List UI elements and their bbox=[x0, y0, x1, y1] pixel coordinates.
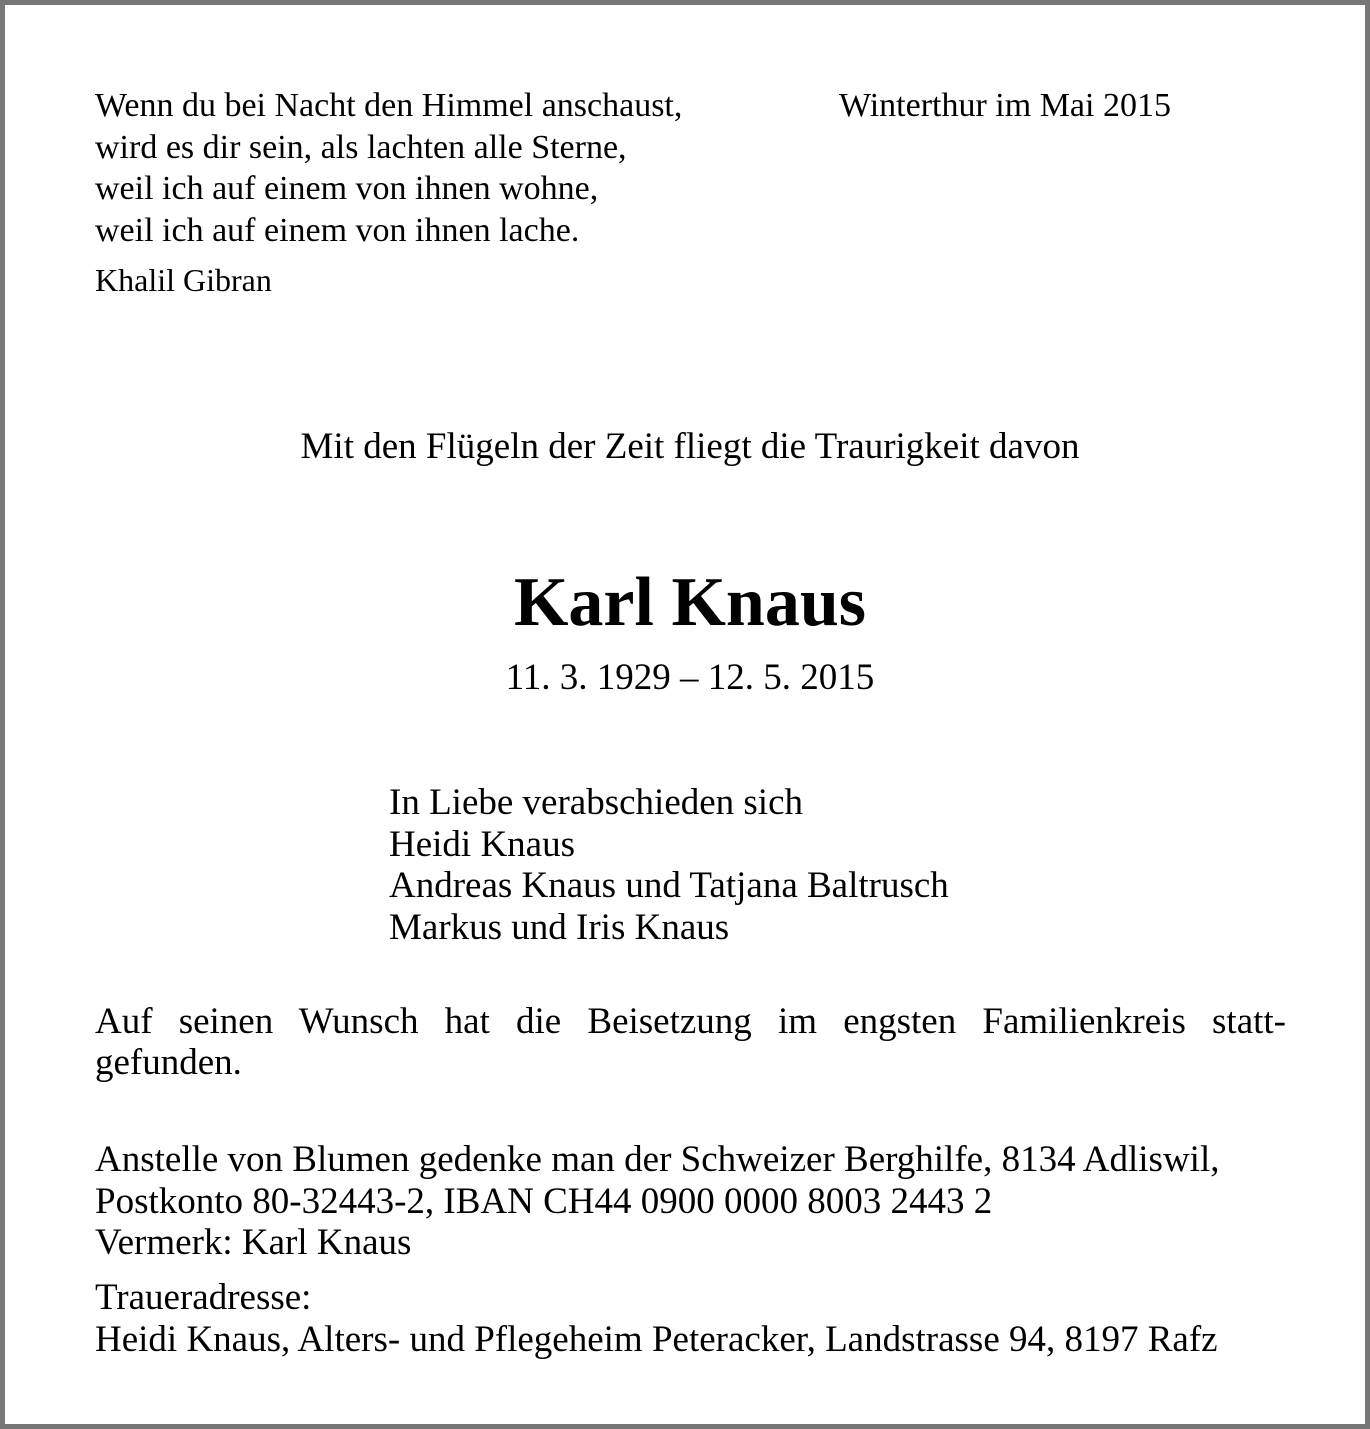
mourning-address-label: Traueradresse: bbox=[95, 1277, 312, 1318]
poem-line: weil ich auf einem von ihnen wohne, bbox=[95, 170, 599, 207]
mourner-name: Andreas Knaus und Tatjana Baltrusch bbox=[389, 865, 949, 906]
poem-block bbox=[95, 85, 682, 251]
donation-block bbox=[95, 1139, 1220, 1264]
life-dates: 11. 3. 1929 – 12. 5. 2015 bbox=[505, 657, 875, 698]
poem-line: Wenn du bei Nacht den Himmel anschaust, bbox=[95, 87, 683, 124]
mourner-name: Heidi Knaus bbox=[389, 823, 575, 865]
mourners-intro: In Liebe verabschieden sich bbox=[389, 782, 804, 823]
mourners-block bbox=[389, 782, 949, 948]
deceased-name: Karl Knaus bbox=[513, 564, 867, 641]
burial-note-line: gefunden. bbox=[95, 1042, 242, 1083]
burial-note-line: Auf seinen Wunsch hat die Beisetzung im engsten Familienkreis statt- bbox=[95, 1001, 1286, 1042]
poem-line: weil ich auf einem von ihnen lache. bbox=[95, 211, 580, 249]
place-and-date: Winterthur im Mai 2015 bbox=[839, 87, 1171, 124]
donation-line: Postkonto 80-32443-2, IBAN CH44 0900 0000 8003 2443 2 bbox=[95, 1180, 993, 1222]
poem-author: Khalil Gibran bbox=[95, 262, 272, 298]
mourner-name: Markus und Iris Knaus bbox=[389, 906, 730, 948]
donation-line: Anstelle von Blumen gedenke man der Schweizer Berghilfe, 8134 Adliswil, bbox=[95, 1139, 1220, 1180]
burial-note bbox=[95, 1001, 1286, 1083]
donation-line: Vermerk: Karl Knaus bbox=[95, 1222, 412, 1263]
mourning-address-block bbox=[95, 1277, 1218, 1360]
poem-line: wird es dir sein, als lachten alle Sterne, bbox=[95, 128, 627, 166]
motto: Mit den Flügeln der Zeit fliegt die Traurigkeit davon bbox=[300, 426, 1080, 467]
mourning-address-value: Heidi Knaus, Alters- und Pflegeheim Peteracker, Landstrasse 94, 8197 Rafz bbox=[95, 1318, 1218, 1360]
